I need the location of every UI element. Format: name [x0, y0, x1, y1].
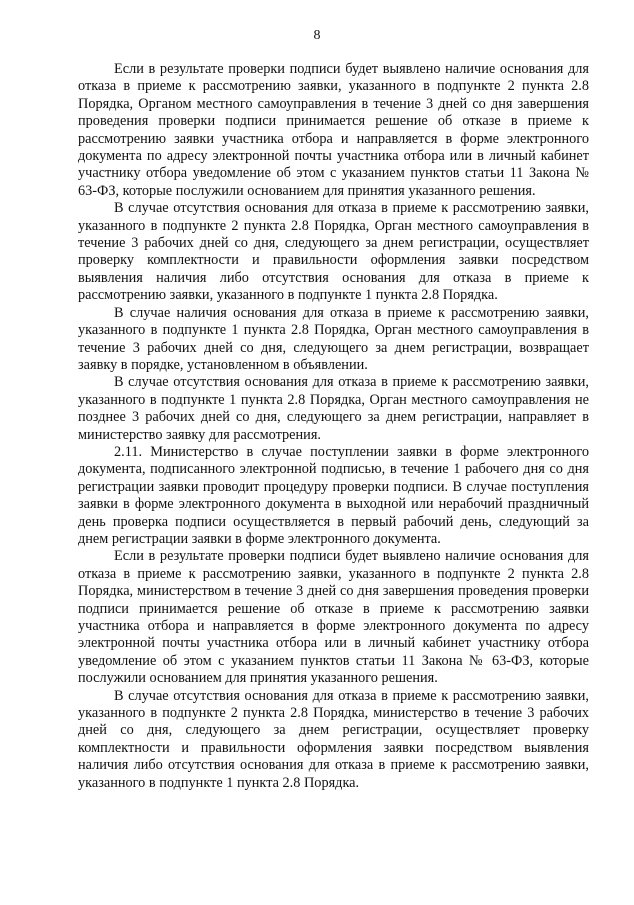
paragraph: Если в результате проверки подписи будет выявлено наличие основания для отказа в приеме к рассмотрению заявки, указанного в подпункте 2 пункта 2.8 Порядка, министерством в течение 3 дней со дня завершения проведения проверки подписи принимается решение об отказе в приеме к рассмотрению заявки участника отбора и направляется в форме электронного документа по адресу электронной почты участника отбора или в личный кабинет участнику отбора уведомление об этом с указанием пунктов статьи 11 Закона № 63-ФЗ, которые послужили основанием для принятия указанного решения.: [78, 548, 589, 687]
paragraph: В случае отсутствия основания для отказа в приеме к рассмотрению заявки, указанного в подпункте 2 пункта 2.8 Порядка, Орган местного самоуправления в течение 3 рабочих дней со дня, следующего за днем регистрации, осуществляет проверку комплектности и правильности оформления заявки посредством выявления наличия либо отсутствия основания для отказа в приеме к рассмотрению заявки, указанного в подпункте 1 пункта 2.8 Порядка.: [78, 200, 589, 304]
paragraph: В случае отсутствия основания для отказа в приеме к рассмотрению заявки, указанного в подпункте 2 пункта 2.8 Порядка, министерство в течение 3 рабочих дней со дня, следующего за днем регистрации, осуществляет проверку комплектности и правильности оформления заявки посредством выявления наличия либо отсутствия основания для отказа в приеме к рассмотрению заявки, указанного в подпункте 1 пункта 2.8 Порядка.: [78, 687, 589, 791]
paragraph: В случае наличия основания для отказа в приеме к рассмотрению заявки, указанного в подпункте 1 пункта 2.8 Порядка, Орган местного самоуправления в течение 3 рабочих дней со дня, следующего за днем регистрации, возвращает заявку в порядке, установленном в объявлении.: [78, 304, 589, 373]
paragraph: В случае отсутствия основания для отказа в приеме к рассмотрению заявки, указанного в подпункте 1 пункта 2.8 Порядка, Орган местного самоуправления не позднее 3 рабочих дней со дня, следующего за днем регистрации, направляет в министерство заявку для рассмотрения.: [78, 374, 589, 443]
document-body: [78, 61, 589, 792]
paragraph: Если в результате проверки подписи будет выявлено наличие основания для отказа в приеме к рассмотрению заявки, указанного в подпункте 2 пункта 2.8 Порядка, Органом местного самоуправления в течение 3 дней со дня завершения проведения проверки подписи принимается решение об отказе в приеме к рассмотрению заявки участника отбора и направляется в форме электронного документа по адресу электронной почты участника отбора или в личный кабинет участнику отбора уведомление об этом с указанием пунктов статьи 11 Закона № 63-ФЗ, которые послужили основанием для принятия указанного решения.: [78, 61, 589, 199]
page-number: 8: [313, 28, 321, 43]
paragraph: 2.11. Министерство в случае поступлении заявки в форме электронного документа, подписанного электронной подписью, в течение 1 рабочего дня со дня регистрации заявки проводит процедуру проверки подписи. В случае поступления заявки в форме электронного документа в выходной или нерабочий праздничный день проверка подписи осуществляется в первый рабочий день, следующий за днем регистрации заявки в форме электронного документа.: [78, 443, 589, 547]
